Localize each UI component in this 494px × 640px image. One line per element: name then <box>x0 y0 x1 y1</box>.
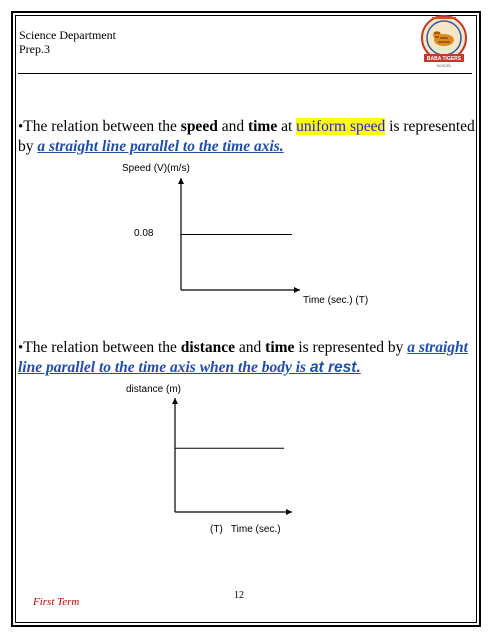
logo-text: BABA TIGERS <box>426 56 462 62</box>
chart1-value-label: 0.08 <box>134 228 154 239</box>
highlighted-term: uniform speed <box>296 118 386 135</box>
chart1-xlabel: Time (sec.) (T) <box>303 295 369 306</box>
chart2-xlabel: (T) Time (sec.) <box>210 524 281 535</box>
footer-term: First Term <box>33 596 80 608</box>
department-label: Science Department <box>19 28 116 42</box>
chart1-ylabel: Speed (V)(m/s) <box>122 163 190 174</box>
grade-label: Prep.3 <box>19 42 50 56</box>
chart2-x-axis-arrow <box>286 509 292 515</box>
section1-paragraph: •The relation between the speed and time at uniform speed is represented by a straight line parallel to the time axis. <box>18 118 475 155</box>
page-number: 12 <box>234 590 244 601</box>
section2-paragraph: •The relation between the distance and time is represented by a straight line parallel to the time axis when the body is at rest. <box>18 339 468 376</box>
section2-emphasis-at-rest: at rest. <box>309 359 361 376</box>
logo-subtext: SCHOOL <box>436 64 452 68</box>
section2-emphasis: a straight line parallel to the time axis when the body is <box>18 339 468 376</box>
chart2-y-axis-arrow <box>172 398 178 404</box>
section1-emphasis: a straight line parallel to the time axis. <box>37 138 284 155</box>
chart2-ylabel: distance (m) <box>126 384 182 395</box>
